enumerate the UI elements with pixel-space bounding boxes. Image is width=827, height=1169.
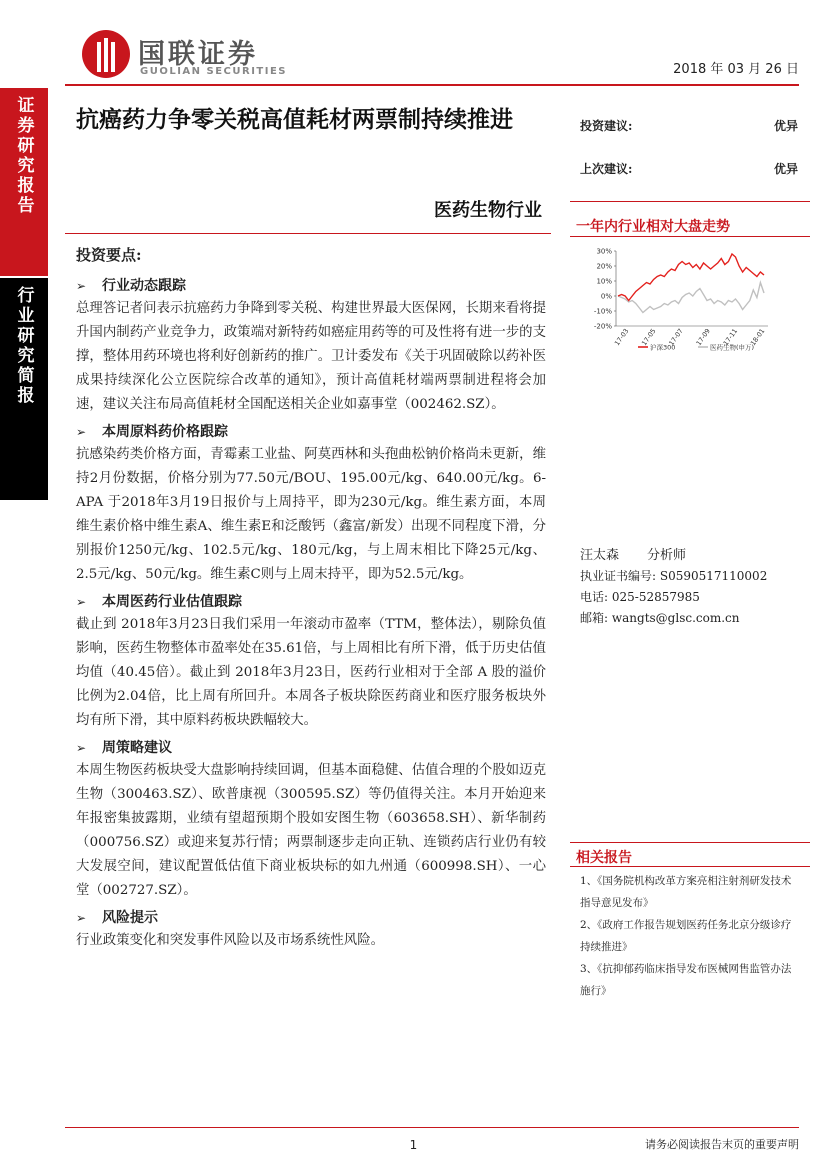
chart-y-tick-label: 30% bbox=[596, 247, 612, 256]
rating-previous-value: 优异 bbox=[773, 162, 798, 176]
logo-name-cn: 国联证券 bbox=[138, 39, 258, 70]
chart-x-tick-label: 17-03 bbox=[612, 327, 631, 348]
right-panel-divider bbox=[570, 201, 810, 202]
chart-series-line bbox=[618, 283, 764, 313]
investment-highlights bbox=[76, 244, 546, 957]
related-top-divider bbox=[570, 842, 810, 843]
page-number: 1 bbox=[409, 1138, 418, 1152]
relative-performance-chart bbox=[586, 246, 776, 356]
chart-y-tick-label: -20% bbox=[593, 322, 612, 331]
analyst-role: 分析师 bbox=[647, 548, 687, 563]
rating-previous bbox=[580, 160, 798, 177]
side-tab-report-category bbox=[0, 278, 48, 500]
chart-x-tick-label: 18-01 bbox=[748, 327, 767, 348]
related-reports-title: 相关报告 bbox=[576, 850, 632, 866]
report-date: 2018 年 03 月 26 日 bbox=[673, 62, 799, 77]
logo-mark-icon bbox=[82, 30, 130, 78]
highlights-heading: 投资要点: bbox=[76, 246, 142, 264]
analyst-email: 邮箱: wangts@glsc.com.cn bbox=[580, 611, 740, 625]
related-reports-list bbox=[580, 870, 795, 1002]
related-report-item[interactable]: 3、《抗抑郁药临床指导发布医械网售监管办法施行》 bbox=[580, 963, 792, 997]
title-divider bbox=[65, 233, 551, 234]
arrow-bullet-icon: ➢ bbox=[76, 279, 87, 293]
arrow-bullet-icon: ➢ bbox=[76, 425, 87, 439]
section-heading: ➢ 周策略建议 bbox=[76, 737, 546, 759]
rating-previous-label: 上次建议: bbox=[580, 162, 633, 176]
rating-current bbox=[580, 117, 798, 134]
section-heading: ➢ 行业动态跟踪 bbox=[76, 275, 546, 297]
section-paragraph: 行业政策变化和突发事件风险以及市场系统性风险。 bbox=[76, 933, 384, 948]
report-title: 抗癌药力争零关税高值耗材两票制持续推进 bbox=[76, 106, 513, 133]
analyst-info bbox=[580, 545, 767, 629]
analyst-cert: 执业证书编号: S0590517110002 bbox=[580, 569, 768, 583]
section-paragraph: 抗感染药类价格方面，青霉素工业盐、阿莫西林和头孢曲松钠价格尚未更新，维持2月份数据，价格分别为77.50元/BOU、195.00元/kg、640.00元/kg。6-APA 于2018年3月19日报价与上周持平，即为230元/kg。维生素方面，本周维生素价格中维生素A、维生素E和泛酸钙（鑫富/新发）出现不同程度下滑，分别报价1250元/kg、102.5元/kg、180元/kg，与上周末相比下降25元/kg、2.5元/kg、50元/kg。维生素C则与上周末持平，即为52.5元/kg。 bbox=[76, 447, 546, 582]
section-paragraph: 本周生物医药板块受大盘影响持续回调，但基本面稳健、估值合理的个股如迈克生物（300463.SZ）、欧普康视（300595.SZ）等仍值得关注。本月开始迎来年报密集披露期，业绩有望超预期个股如安图生物（603658.SH）、新华制药（000756.SZ）或迎来复苏行情；两票制逐步走向正轨、连锁药店行业仍有较大发展空间，建议配置低估值下商业板块标的如九州通（600998.SH）、一心堂（002727.SZ）。 bbox=[76, 763, 546, 898]
arrow-bullet-icon: ➢ bbox=[76, 741, 87, 755]
disclaimer-text: 请务必阅读报告末页的重要声明 bbox=[645, 1138, 799, 1151]
logo-name-en: GUOLIAN SECURITIES bbox=[140, 66, 287, 77]
related-divider bbox=[570, 866, 810, 867]
footer-divider bbox=[65, 1127, 799, 1128]
chart-x-tick-label: 17-07 bbox=[667, 327, 685, 348]
header-divider bbox=[65, 84, 799, 86]
rating-current-label: 投资建议: bbox=[580, 119, 633, 133]
side-tab-report-type bbox=[0, 88, 48, 276]
chart-y-tick-label: 20% bbox=[596, 262, 612, 271]
chart-y-tick-label: 0% bbox=[600, 292, 612, 301]
chart-section-title: 一年内行业相对大盘走势 bbox=[576, 219, 730, 235]
chart-svg bbox=[586, 246, 776, 356]
chart-legend-label: 医药生物(申万) bbox=[710, 343, 755, 352]
chart-series-line bbox=[618, 254, 764, 301]
chart-legend-label: 沪深300 bbox=[650, 343, 676, 352]
analyst-phone: 电话: 025-52857985 bbox=[580, 590, 700, 604]
industry-name: 医药生物行业 bbox=[434, 200, 542, 221]
chart-y-tick-label: -10% bbox=[593, 307, 612, 316]
related-report-item[interactable]: 1、《国务院机构改革方案亮相注射剂研发技术指导意见发布》 bbox=[580, 875, 792, 909]
side-tab-label: 行业研究简报 bbox=[13, 286, 34, 406]
arrow-bullet-icon: ➢ bbox=[76, 911, 87, 925]
chart-section-divider bbox=[570, 236, 810, 237]
side-tab-label: 证券研究报告 bbox=[13, 96, 34, 216]
section-paragraph: 截止到 2018年3月23日我们采用一年滚动市盈率（TTM，整体法），剔除负值影响，医药生物整体市盈率处在35.61倍，与上周相比有所下滑，低于历史估值均值（40.45倍）。截止到 2018年3月23日，医药行业相对于全部 A 股的溢价比例为2.04倍，比上周有所回升。本周各子板块除医药商业和医疗服务板块外均有所下滑，其中原料药板块跌幅较大。 bbox=[76, 617, 546, 728]
section-heading: ➢ 本周原料药价格跟踪 bbox=[76, 421, 546, 443]
section-heading: ➢ 本周医药行业估值跟踪 bbox=[76, 591, 546, 613]
chart-x-tick-label: 17-05 bbox=[640, 327, 658, 348]
company-logo bbox=[82, 30, 312, 82]
related-report-item[interactable]: 2、《政府工作报告规划医药任务北京分级诊疗持续推进》 bbox=[580, 919, 792, 953]
analyst-name: 汪太森 bbox=[580, 548, 620, 563]
section-heading: ➢ 风险提示 bbox=[76, 907, 546, 929]
chart-y-tick-label: 10% bbox=[596, 277, 612, 286]
chart-x-tick-label: 17-11 bbox=[721, 327, 740, 348]
rating-current-value: 优异 bbox=[773, 119, 798, 133]
arrow-bullet-icon: ➢ bbox=[76, 595, 87, 609]
chart-x-tick-label: 17-09 bbox=[694, 327, 712, 348]
section-paragraph: 总理答记者问表示抗癌药力争降到零关税、构建世界最大医保网，长期来看将提升国内制药产业竞争力，政策端对新特药如癌症用药等的可及性将有进一步的支撑，整体用药环境也将利好创新药的推广。卫计委发布《关于巩固破除以药补医成果持续深化公立医院综合改革的通知》，预计高值耗材端两票制进程将会加速，建议关注布局高值耗材全国配送相关企业如嘉事堂（002462.SZ）。 bbox=[76, 301, 546, 412]
